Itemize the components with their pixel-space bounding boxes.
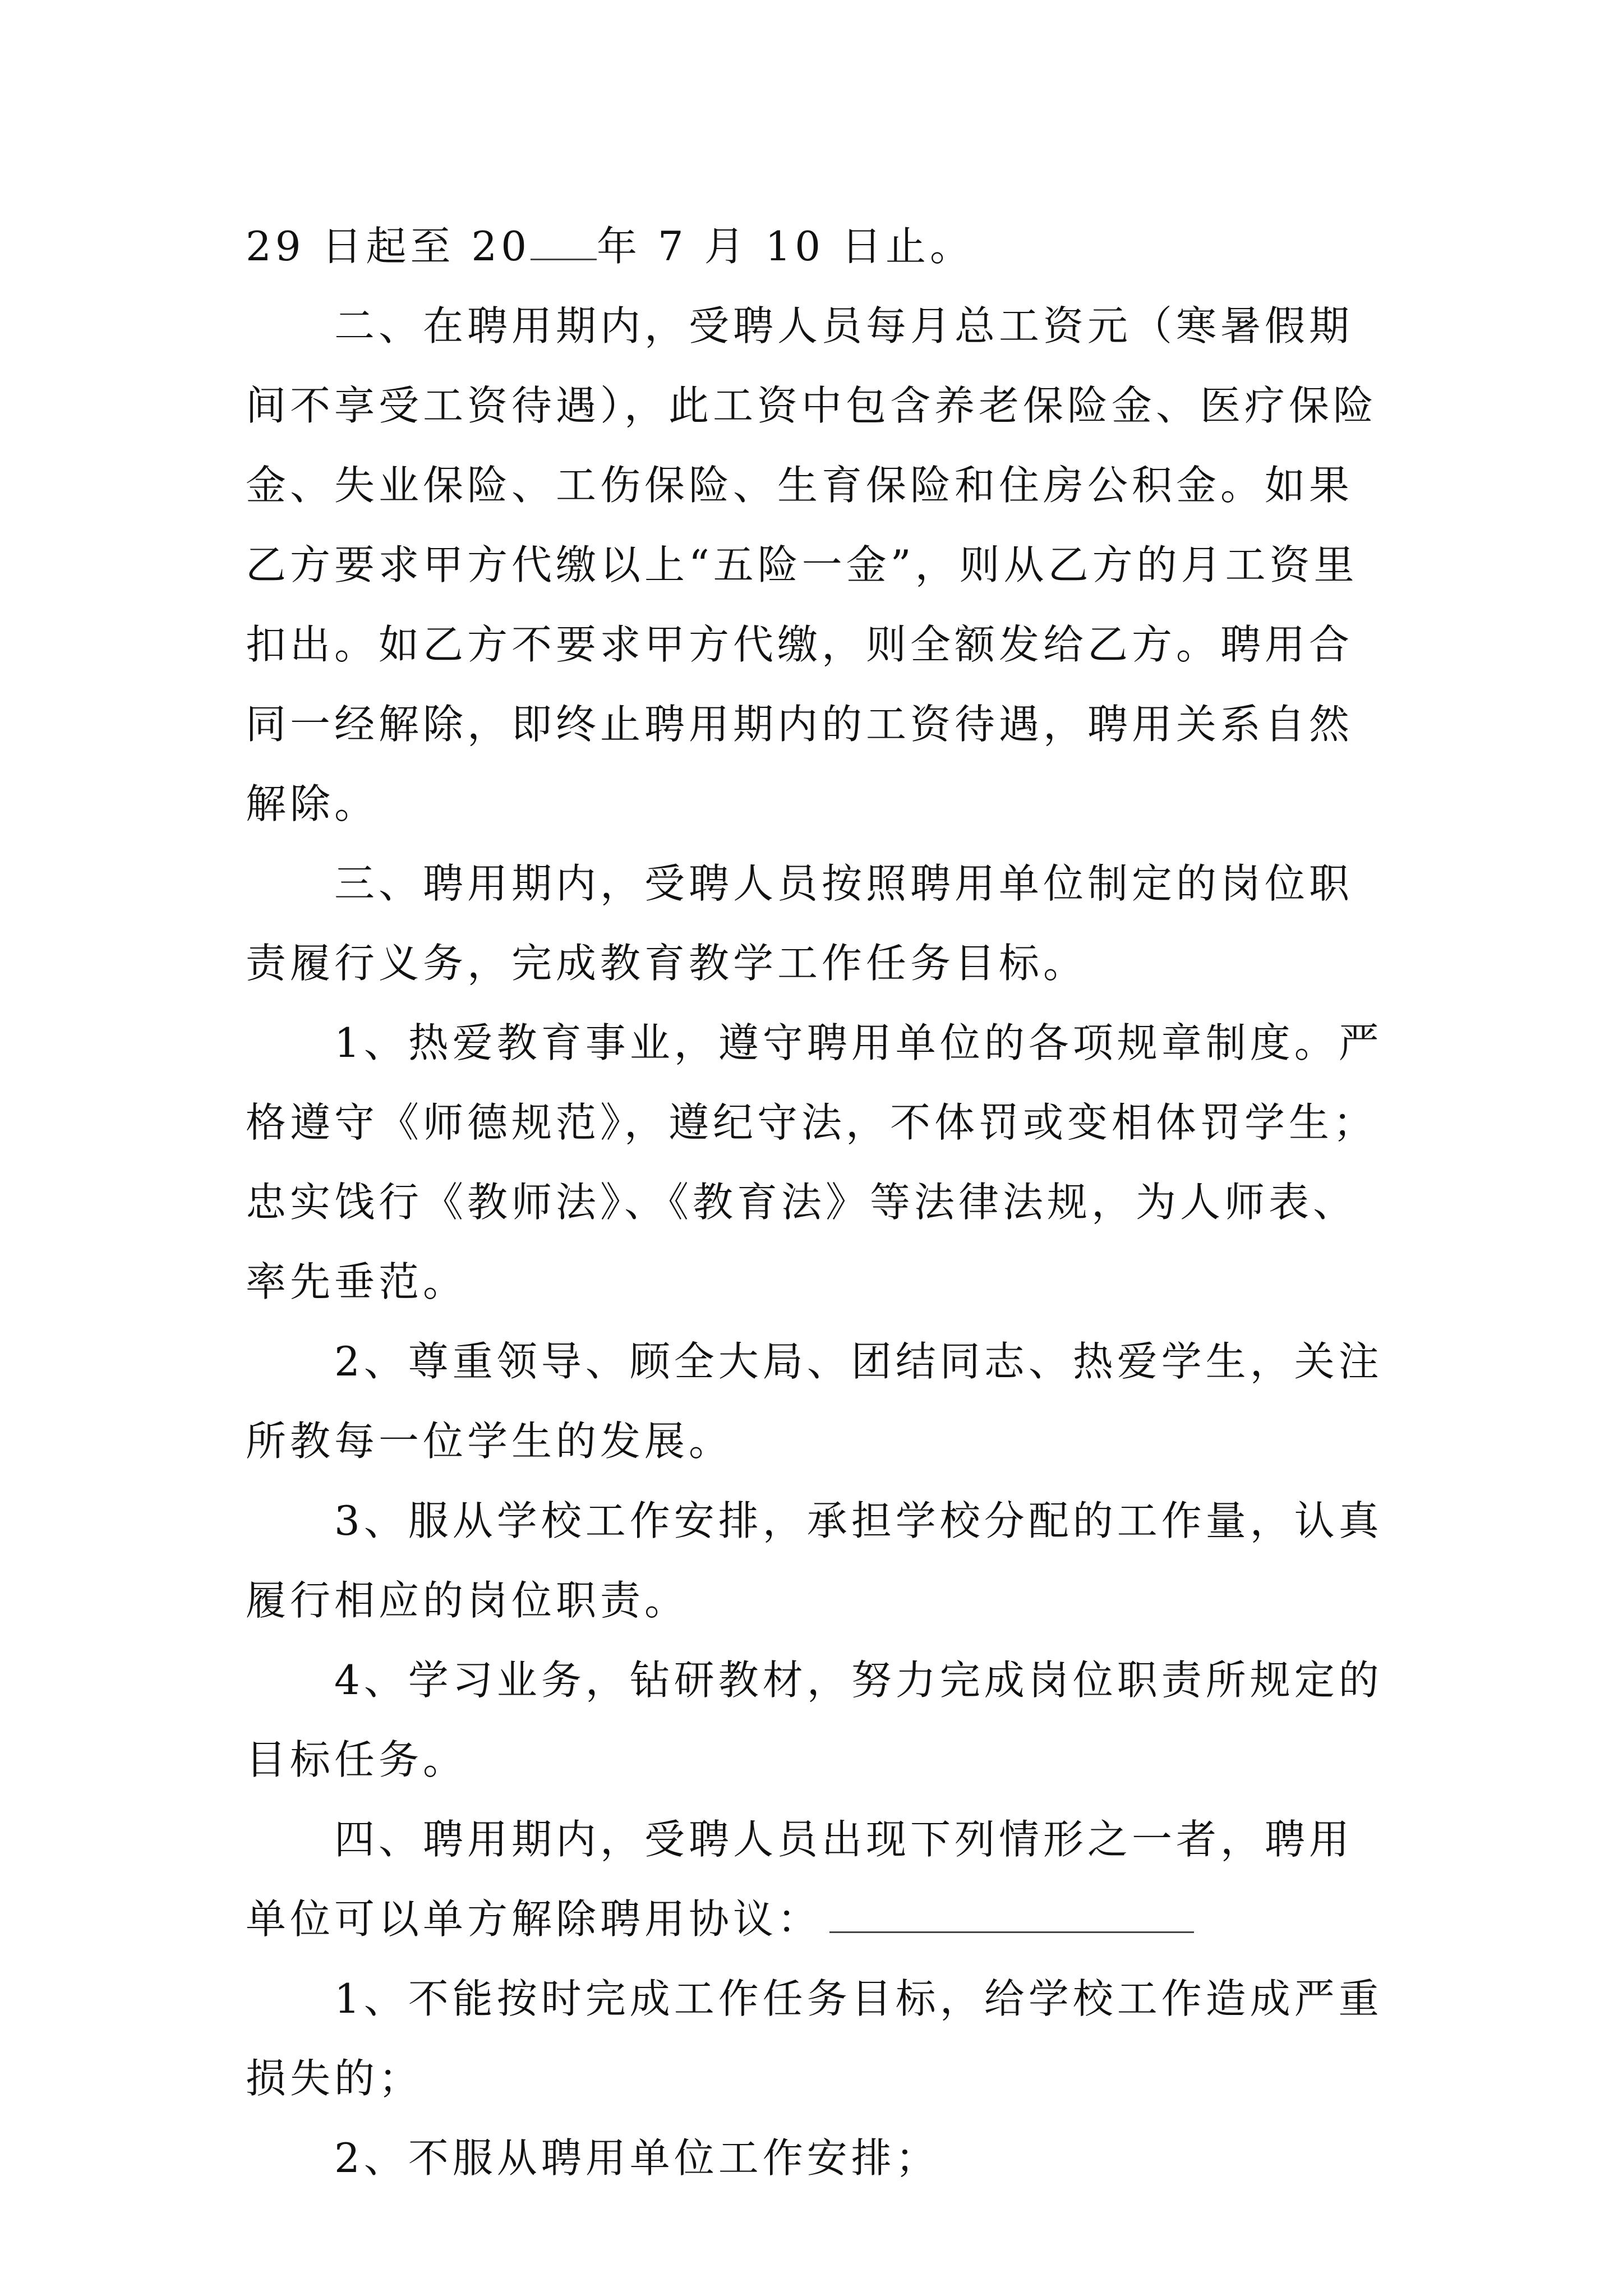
document-body xyxy=(246,206,1390,2198)
paragraph-section-3-duties: 三、聘用期内，受聘人员按照聘用单位制定的岗位职责履行义务，完成教育教学工作任务目标。 xyxy=(246,860,1354,987)
paragraph-duty-4: 4、学习业务，钻研教材，努力完成岗位职责所规定的目标任务。 xyxy=(246,1657,1383,1783)
paragraph-termination-case-1: 1、不能按时完成工作任务目标，给学校工作造成严重损失的； xyxy=(246,1975,1383,2102)
year-blank-line xyxy=(531,226,597,260)
paragraph-duty-1: 1、热爱教育事业，遵守聘用单位的各项规章制度。严格遵守《师德规范》，遵纪守法，不体罚或变相体罚学生；忠实饯行《教师法》、《教育法》等法律法规，为人师表、率先垂范。 xyxy=(246,1019,1383,1305)
paragraph-section-2-salary: 二、在聘用期内，受聘人员每月总工资元（寒暑假期间不享受工资待遇），此工资中包含养老保险金、医疗保险金、失业保险、工伤保险、生育保险和住房公积金。如果乙方要求甲方代缴以上“五险一金”，则从乙方的月工资里扣出。如乙方不要求甲方代缴，则全额发给乙方。聘用合同一经解除，即终止聘用期内的工资待遇，聘用关系自然解除。 xyxy=(246,302,1378,827)
paragraph-section-4-termination xyxy=(246,1800,1390,1959)
term-end-text-start: 29 日起至 20 xyxy=(246,223,531,270)
termination-intro-text: 四、聘用期内，受聘人员出现下列情形之一者，聘用单位可以单方解除聘用协议： xyxy=(246,1816,1354,1943)
paragraph-duty-2: 2、尊重领导、顾全大局、团结同志、热爱学生，关注所教每一位学生的发展。 xyxy=(246,1338,1383,1465)
paragraph-term-end xyxy=(246,206,1390,286)
term-end-text-end: 年 7 月 10 日止。 xyxy=(597,223,974,270)
paragraph-duty-3: 3、服从学校工作安排，承担学校分配的工作量，认真履行相应的岗位职责。 xyxy=(246,1497,1383,1624)
termination-blank-line xyxy=(829,1899,1194,1933)
paragraph-termination-case-2: 2、不服从聘用单位工作安排； xyxy=(334,2134,940,2182)
